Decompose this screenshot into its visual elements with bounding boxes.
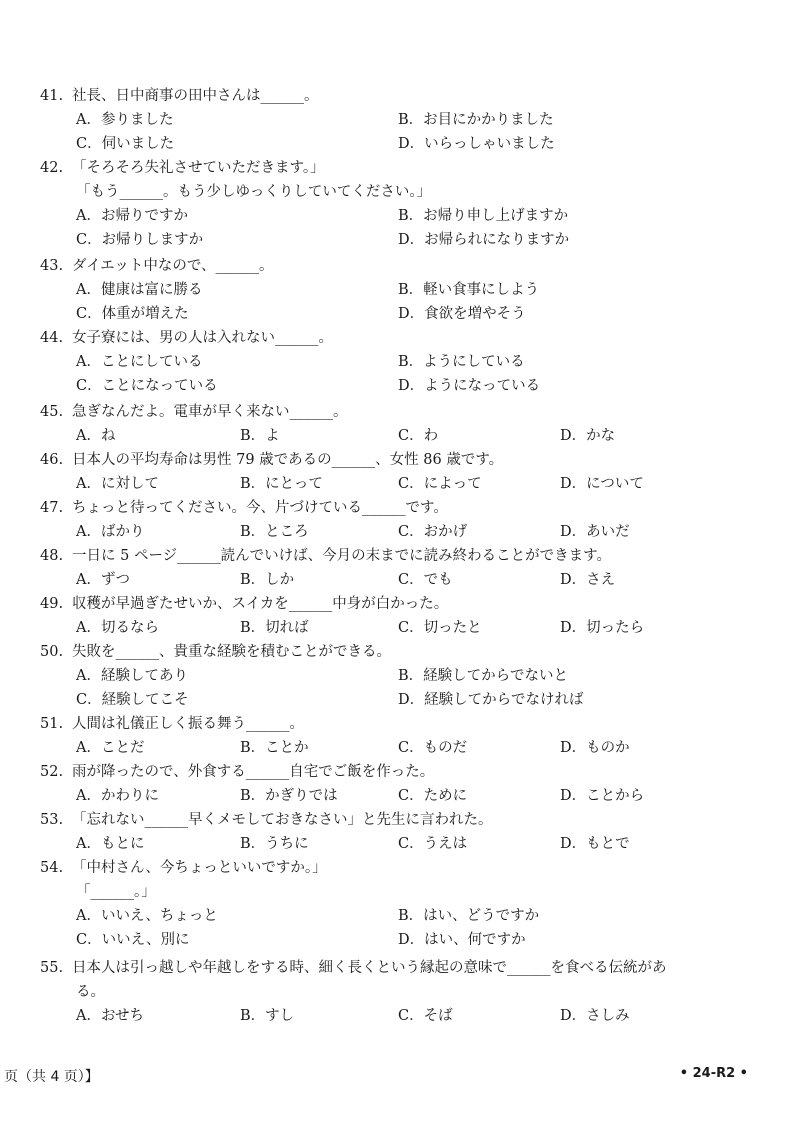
- option-a[interactable]: A．経験してあり: [76, 668, 188, 684]
- question-stem: 失敗を______、貴重な経験を積むことができる。: [72, 644, 391, 660]
- question-48: [40, 544, 760, 592]
- option-b[interactable]: B．切れば: [240, 620, 309, 636]
- options-row: [40, 928, 760, 952]
- question-stem: 急ぎなんだよ。電車が早く来ない______。: [72, 404, 348, 420]
- option-a[interactable]: A．ことだ: [76, 740, 145, 756]
- options-row: [40, 904, 760, 928]
- question-stem: 雨が降ったので、外食する______自宅でご飯を作った。: [72, 764, 435, 780]
- options-row: [40, 832, 760, 856]
- options-row: [40, 228, 760, 252]
- option-a[interactable]: A．もとに: [76, 836, 145, 852]
- options-row: [40, 374, 760, 398]
- question-53: [40, 808, 760, 856]
- question-stem-continuation: る。: [76, 984, 105, 1000]
- question-stem: 「中村さん、今ちょっといいですか。」: [72, 860, 327, 876]
- question-47: [40, 496, 760, 544]
- question-number: 45.: [40, 404, 64, 420]
- option-d[interactable]: D．ものか: [560, 740, 630, 756]
- options-row: [40, 108, 760, 132]
- option-d[interactable]: D．さえ: [560, 572, 616, 588]
- options-row: [40, 132, 760, 156]
- question-51: [40, 712, 760, 760]
- option-d[interactable]: D．さしみ: [560, 1008, 630, 1024]
- option-a[interactable]: A．かわりに: [76, 788, 159, 804]
- options-row: [40, 350, 760, 374]
- question-stem: 女子寮には、男の人は入れない______。: [72, 330, 333, 346]
- question-stem: 「忘れない______早くメモしておきなさい」と先生に言われた。: [72, 812, 493, 828]
- option-c[interactable]: C．によって: [398, 476, 482, 492]
- option-c[interactable]: C．経験してこそ: [76, 692, 189, 708]
- option-b[interactable]: B．よ: [240, 428, 280, 444]
- option-a[interactable]: A．切るなら: [76, 620, 159, 636]
- question-number: 52.: [40, 764, 64, 780]
- option-d[interactable]: D．かな: [560, 428, 616, 444]
- option-b[interactable]: B．お帰り申し上げますか: [398, 208, 569, 224]
- question-stem: ちょっと待ってください。今、片づけている______です。: [72, 500, 448, 516]
- question-52: [40, 760, 760, 808]
- question-55: [40, 956, 760, 1028]
- option-b[interactable]: B．うちに: [240, 836, 309, 852]
- option-a[interactable]: A．おせち: [76, 1008, 145, 1024]
- option-c[interactable]: C．そば: [398, 1008, 453, 1024]
- option-a[interactable]: A．ね: [76, 428, 116, 444]
- question-stem-line2: 「もう______。もう少しゆっくりしていてください。」: [76, 184, 432, 200]
- option-a[interactable]: A．に対して: [76, 476, 159, 492]
- option-c[interactable]: C．切ったと: [398, 620, 482, 636]
- question-number: 42.: [40, 160, 64, 176]
- question-number: 54.: [40, 860, 64, 876]
- option-a[interactable]: A．お帰りですか: [76, 208, 188, 224]
- question-number: 41.: [40, 88, 64, 104]
- question-49: [40, 592, 760, 640]
- options-row: [40, 302, 760, 326]
- page-footer-left: 页（共 4 页）】: [4, 1069, 99, 1085]
- option-a[interactable]: A．参りました: [76, 112, 174, 128]
- options-row: [40, 688, 760, 712]
- option-a[interactable]: A．ずつ: [76, 572, 130, 588]
- question-number: 50.: [40, 644, 64, 660]
- option-c[interactable]: C．でも: [398, 572, 453, 588]
- question-number: 51.: [40, 716, 64, 732]
- option-c[interactable]: C．体重が増えた: [76, 306, 189, 322]
- question-stem: 人間は礼儀正しく振る舞う______。: [72, 716, 304, 732]
- question-stem: 社長、日中商事の田中さんは______。: [72, 88, 319, 104]
- option-c[interactable]: C．ものだ: [398, 740, 468, 756]
- question-stem-line2: 「______。」: [76, 884, 156, 900]
- option-d[interactable]: D．もとで: [560, 836, 630, 852]
- question-43: [40, 254, 760, 326]
- option-c[interactable]: C．ために: [398, 788, 468, 804]
- option-d[interactable]: D．ことから: [560, 788, 645, 804]
- options-row: [40, 616, 760, 640]
- option-c[interactable]: C．お帰りしますか: [76, 232, 204, 248]
- options-row: [40, 568, 760, 592]
- option-c[interactable]: C．伺いました: [76, 136, 175, 152]
- question-number: 43.: [40, 258, 64, 274]
- option-d[interactable]: D．食欲を増やそう: [398, 306, 526, 322]
- option-c[interactable]: C．いいえ、別に: [76, 932, 190, 948]
- option-d[interactable]: D．切ったら: [560, 620, 645, 636]
- option-b[interactable]: B．すし: [240, 1008, 295, 1024]
- option-b[interactable]: B．はい、どうですか: [398, 908, 540, 924]
- question-45: [40, 400, 760, 448]
- option-b[interactable]: B．ところ: [240, 524, 309, 540]
- options-row: [40, 520, 760, 544]
- option-b[interactable]: B．お目にかかりました: [398, 112, 554, 128]
- option-a[interactable]: A．ことにしている: [76, 354, 203, 370]
- question-stem: ダイエット中なので、______。: [72, 258, 274, 274]
- options-row: [40, 204, 760, 228]
- option-b[interactable]: B．経験してからでないと: [398, 668, 569, 684]
- options-row: [40, 424, 760, 448]
- option-b[interactable]: B．ようにしている: [398, 354, 525, 370]
- question-stem: 日本人の平均寿命は男性 79 歳であるの______、女性 86 歳です。: [72, 452, 504, 468]
- question-number: 47.: [40, 500, 64, 516]
- question-number: 55.: [40, 960, 64, 976]
- question-number: 46.: [40, 452, 64, 468]
- option-c[interactable]: C．おかげ: [398, 524, 468, 540]
- question-number: 49.: [40, 596, 64, 612]
- page-footer-code: • 24-R2 •: [679, 1066, 748, 1081]
- option-d[interactable]: D．あいだ: [560, 524, 630, 540]
- option-d[interactable]: D．お帰られになりますか: [398, 232, 570, 248]
- question-stem: 一日に 5 ページ______読んでいけば、今月の末までに読み終わることができます。: [72, 548, 611, 564]
- question-stem: 日本人は引っ越しや年越しをする時、細く長くという縁起の意味で______を食べる伝統があ: [72, 960, 667, 976]
- question-stem: 収穫が早過ぎたせいか、スイカを______中身が白かった。: [72, 596, 449, 612]
- question-41: [40, 84, 760, 156]
- question-54: [40, 856, 760, 952]
- option-d[interactable]: D．経験してからでなければ: [398, 692, 584, 708]
- option-d[interactable]: D．ようになっている: [398, 378, 541, 394]
- option-a[interactable]: A．健康は富に勝る: [76, 282, 203, 298]
- options-row: [40, 472, 760, 496]
- option-c[interactable]: C．わ: [398, 428, 439, 444]
- option-d[interactable]: D．について: [560, 476, 644, 492]
- question-number: 48.: [40, 548, 64, 564]
- options-row: [40, 784, 760, 808]
- question-stem: 「そろそろ失礼させていただきます。」: [72, 160, 325, 176]
- option-d[interactable]: D．いらっしゃいました: [398, 136, 555, 152]
- option-b[interactable]: B．軽い食事にしよう: [398, 282, 540, 298]
- option-d[interactable]: D．はい、何ですか: [398, 932, 526, 948]
- option-a[interactable]: A．いいえ、ちょっと: [76, 908, 218, 924]
- options-row: [40, 736, 760, 760]
- option-c[interactable]: C．うえは: [398, 836, 468, 852]
- option-c[interactable]: C．ことになっている: [76, 378, 218, 394]
- option-a[interactable]: A．ばかり: [76, 524, 145, 540]
- options-row: [40, 1004, 760, 1028]
- question-42: [40, 156, 760, 252]
- option-b[interactable]: B．しか: [240, 572, 295, 588]
- option-b[interactable]: B．ことか: [240, 740, 309, 756]
- question-50: [40, 640, 760, 712]
- question-number: 53.: [40, 812, 64, 828]
- options-row: [40, 664, 760, 688]
- question-number: 44.: [40, 330, 64, 346]
- option-b[interactable]: B．にとって: [240, 476, 323, 492]
- question-46: [40, 448, 760, 496]
- option-b[interactable]: B．かぎりでは: [240, 788, 338, 804]
- options-row: [40, 278, 760, 302]
- question-44: [40, 326, 760, 398]
